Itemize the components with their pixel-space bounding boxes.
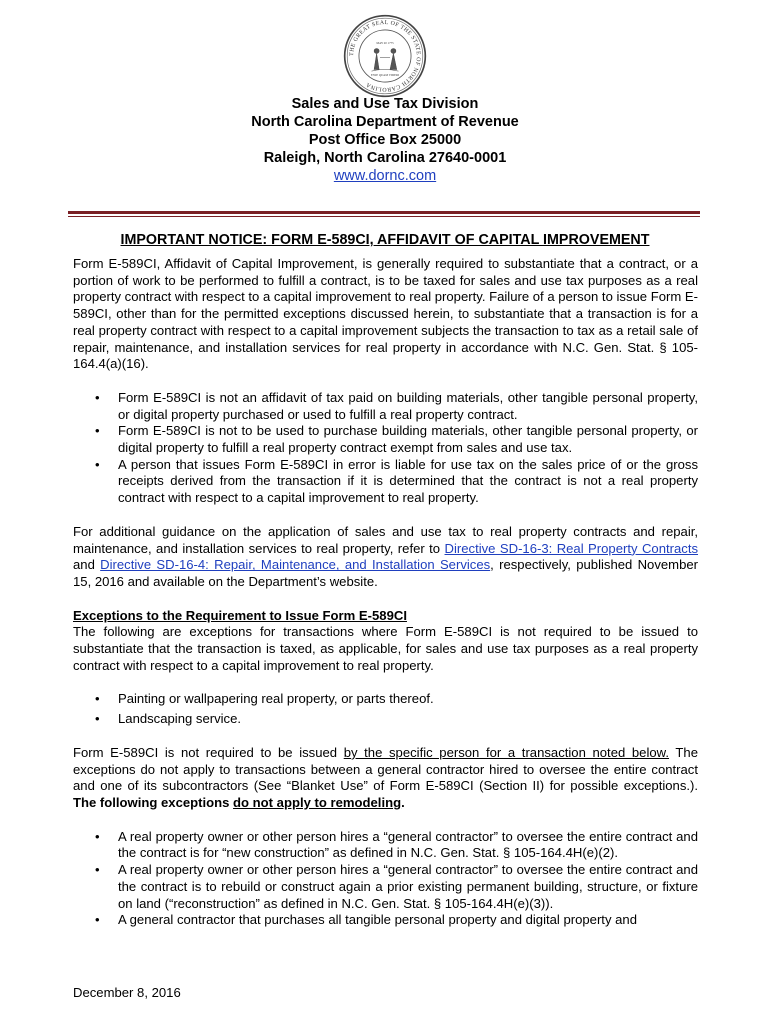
general-contractor-exceptions-list [73,829,698,929]
guidance-paragraph: For additional guidance on the application of sales and use tax to real property contracts and repair, maintenance, and installation services to real property, refer to Directive SD-16-3: Real Property Contracts and Directive SD-16-4: Repair, Maintenance, and Installation Services, respectively, published November 15, 2016 and available on the Department’s website. [73,523,699,589]
svg-text:THE GREAT SEAL OF THE STATE OF [349,20,421,92]
seal-outer-text: THE GREAT SEAL OF THE STATE OF NORTH CAROLINA [349,20,421,92]
bullet-icon: • [95,711,100,727]
nc-state-seal-icon [343,14,427,98]
list-item: • A general contractor that purchases all tangible personal property and digital property and [95,912,637,928]
post-office-box: Post Office Box 25000 [308,132,462,148]
document-body [73,256,698,929]
bullet-icon: • [95,828,100,844]
letterhead [0,95,770,185]
bullet-icon: • [95,456,100,472]
exceptions-section [73,608,698,675]
list-item: • Form E-589CI is not an affidavit of tax paid on building materials, other tangible personal property, or digital property purchased or used to fulfill a real property contract. [95,389,698,422]
website-link[interactable]: www.dornc.com [333,168,437,184]
footer-date: December 8, 2016 [73,985,181,1000]
city-state-zip: Raleigh, North Carolina 27640-0001 [263,150,507,166]
header-divider-thin [68,216,700,217]
department-name: North Carolina Department of Revenue [251,114,519,130]
division-name: Sales and Use Tax Division [291,96,479,112]
exceptions-heading: Exceptions to the Requirement to Issue Form E-589CI [73,607,407,623]
exceptions-text: The following are exceptions for transactions where Form E-589CI is not required to be issued to substantiate that the transaction is taxed, as applicable, for sales and use tax purposes as a real property contract with respect to a capital improvement to real property. [73,624,698,673]
list-item: • Painting or wallpapering real property, or parts thereof. [95,691,434,707]
directive-sd-16-3-link[interactable]: Directive SD-16-3: Real Property Contracts [444,540,699,556]
bullet-icon: • [95,423,100,439]
bullet-icon: • [95,912,100,928]
affidavit-notes-list [73,390,698,507]
bullet-icon: • [95,389,100,405]
seal-date-text: MAY 20 1775 [376,41,394,46]
list-item: • A real property owner or other person hires a “general contractor” to oversee the entire contract and the contract is to rebuild or construct again a prior existing permanent building, structure, or fixture on land (“reconstruction” as defined in N.C. Gen. Stat. § 105-164.4H(e)(3)). [95,862,698,911]
list-item: • Landscaping service. [95,711,242,727]
list-item: • A real property owner or other person hires a “general contractor” to oversee the entire contract and the contract is for “new construction” as defined in N.C. Gen. Stat. § 105-164.4H(e)(2). [95,828,698,861]
bullet-icon: • [95,691,100,707]
exceptions-list [73,691,698,727]
header-divider-thick [68,211,700,214]
bullet-icon: • [95,862,100,878]
seal-motto-text: ESSE QUAM VIDERI [371,73,399,78]
list-item: • Form E-589CI is not to be used to purchase building materials, other tangible personal property, or digital property to fulfill a real property contract exempt from sales and use tax. [95,423,698,456]
list-item: • A person that issues Form E-589CI in error is liable for use tax on the sales price of or the gross receipts derived from the transaction if it is determined that the contract is not a real property contract with respect to a capital improvement to real property. [95,456,698,506]
specific-person-paragraph: Form E-589CI is not required to be issued by the specific person for a transaction noted below. The exceptions do not apply to transactions between a general contractor hired to oversee the entire contract and one of its subcontractors (See “Blanket Use” of Form E-589CI (Section II) for possible exceptions.). The following exceptions do not apply to remodeling. [73,744,698,810]
intro-paragraph: Form E-589CI, Affidavit of Capital Improvement, is generally required to substantiate that a contract, or a portion of work to be performed to fulfill a contract, is to be taxed for sales and use tax purposes as a real property contract with respect to a capital improvement to real property. Failure of a person to issue Form E-589CI, other than for the permitted exceptions discussed herein, to substantiate that a transaction is for a real property contract with respect to a capital improvement subjects the transaction to tax as a retail sale of repair, maintenance, and installation services for real property in accordance with N.C. Gen. Stat. § 105-164.4(a)(16). [73,256,698,372]
notice-title: IMPORTANT NOTICE: FORM E-589CI, AFFIDAVIT OF CAPITAL IMPROVEMENT [120,232,650,248]
directive-sd-16-4-link[interactable]: Directive SD-16-4: Repair, Maintenance, and Installation Services [100,557,491,573]
